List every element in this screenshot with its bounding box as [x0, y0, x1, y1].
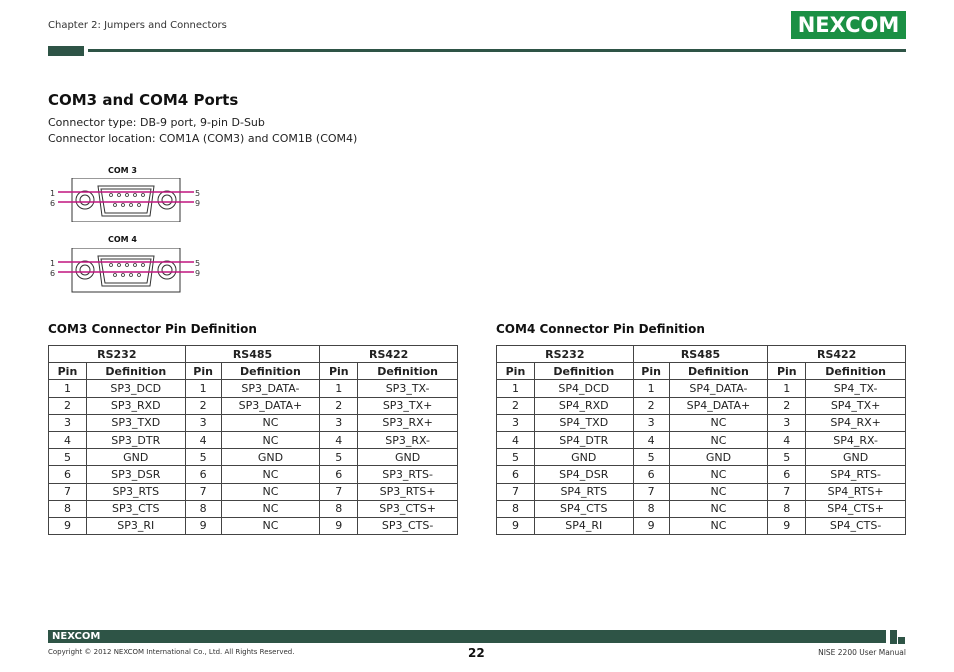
definition-cell: GND	[669, 449, 768, 466]
connector-location: Connector location: COM1A (COM3) and COM1B (COM4)	[48, 132, 358, 145]
header-accent-block	[48, 46, 84, 56]
com3-pin-table	[48, 345, 458, 535]
pin-cell: 9	[320, 517, 358, 534]
table-row	[497, 466, 906, 483]
table-row	[497, 483, 906, 500]
pin-cell: 6	[497, 466, 535, 483]
definition-cell: SP4_CTS+	[806, 500, 906, 517]
definition-cell: SP4_CTS-	[806, 517, 906, 534]
definition-cell: GND	[86, 449, 185, 466]
group-header: RS485	[633, 346, 768, 363]
pin-cell: 5	[768, 449, 806, 466]
definition-cell: SP4_DATA+	[669, 397, 768, 414]
definition-cell: SP3_RXD	[86, 397, 185, 414]
table-row	[497, 431, 906, 448]
pin-cell: 7	[185, 483, 221, 500]
table-row	[49, 397, 458, 414]
column-header: Pin	[633, 363, 669, 380]
definition-cell: SP4_DCD	[534, 380, 633, 397]
com3-pin5-label: 5	[195, 189, 201, 198]
com3-table-title: COM3 Connector Pin Definition	[48, 322, 257, 336]
definition-cell: SP3_DATA+	[221, 397, 320, 414]
com4-connector-diagram	[58, 248, 201, 294]
pin-cell: 5	[185, 449, 221, 466]
footer-square	[890, 630, 897, 637]
com3-connector-diagram	[58, 178, 201, 222]
header-rule	[88, 49, 906, 52]
com3-label: COM 3	[108, 166, 137, 175]
connector-type: Connector type: DB-9 port, 9-pin D-Sub	[48, 116, 265, 129]
pin-cell: 3	[497, 414, 535, 431]
column-header: Definition	[358, 363, 458, 380]
group-header: RS232	[49, 346, 186, 363]
pin-cell: 6	[768, 466, 806, 483]
pin-cell: 5	[633, 449, 669, 466]
pin-cell: 1	[320, 380, 358, 397]
definition-cell: GND	[534, 449, 633, 466]
pin-cell: 9	[49, 517, 87, 534]
pin-cell: 5	[497, 449, 535, 466]
footer-logo: NEXCOM	[52, 631, 101, 642]
definition-cell: SP3_TX-	[358, 380, 458, 397]
definition-cell: SP3_DATA-	[221, 380, 320, 397]
pin-cell: 4	[49, 431, 87, 448]
pin-cell: 9	[185, 517, 221, 534]
com4-pin-table	[496, 345, 906, 535]
pin-cell: 1	[49, 380, 87, 397]
pin-cell: 1	[768, 380, 806, 397]
com4-table-title: COM4 Connector Pin Definition	[496, 322, 705, 336]
definition-cell: SP4_TX+	[806, 397, 906, 414]
pin-cell: 7	[320, 483, 358, 500]
pin-cell: 3	[320, 414, 358, 431]
pin-cell: 3	[49, 414, 87, 431]
table-row	[49, 466, 458, 483]
table-row	[49, 414, 458, 431]
table-row	[497, 500, 906, 517]
manual-name: NISE 2200 User Manual	[818, 648, 906, 657]
pin-cell: 3	[768, 414, 806, 431]
pin-cell: 2	[633, 397, 669, 414]
group-header: RS422	[320, 346, 458, 363]
definition-cell: SP3_CTS-	[358, 517, 458, 534]
pin-cell: 1	[633, 380, 669, 397]
column-header: Definition	[806, 363, 906, 380]
table-row	[497, 517, 906, 534]
copyright-text: Copyright © 2012 NEXCOM International Co., Ltd. All Rights Reserved.	[48, 648, 295, 656]
column-header: Definition	[534, 363, 633, 380]
definition-cell: SP3_RX-	[358, 431, 458, 448]
column-header: Pin	[49, 363, 87, 380]
footer-square	[890, 637, 897, 644]
definition-cell: SP4_RTS	[534, 483, 633, 500]
pin-cell: 8	[185, 500, 221, 517]
table-row	[49, 500, 458, 517]
table-group-header-row	[497, 346, 906, 363]
com4-pin6-label: 6	[50, 269, 56, 278]
definition-cell: NC	[221, 414, 320, 431]
group-header: RS232	[497, 346, 634, 363]
group-header: RS485	[185, 346, 320, 363]
pin-cell: 8	[633, 500, 669, 517]
pin-cell: 9	[633, 517, 669, 534]
definition-cell: SP4_DTR	[534, 431, 633, 448]
pin-cell: 1	[185, 380, 221, 397]
pin-cell: 6	[185, 466, 221, 483]
definition-cell: SP3_RTS	[86, 483, 185, 500]
definition-cell: SP3_DCD	[86, 380, 185, 397]
com4-pin1-label: 1	[50, 259, 56, 268]
pin-cell: 2	[49, 397, 87, 414]
definition-cell: SP4_DATA-	[669, 380, 768, 397]
pin-cell: 7	[768, 483, 806, 500]
pin-cell: 8	[49, 500, 87, 517]
footer-square	[898, 637, 905, 644]
pin-cell: 5	[49, 449, 87, 466]
definition-cell: SP4_RX+	[806, 414, 906, 431]
definition-cell: SP3_RX+	[358, 414, 458, 431]
pin-cell: 6	[633, 466, 669, 483]
definition-cell: SP3_DTR	[86, 431, 185, 448]
chapter-title: Chapter 2: Jumpers and Connectors	[48, 20, 227, 31]
definition-cell: NC	[221, 483, 320, 500]
definition-cell: SP4_RX-	[806, 431, 906, 448]
column-header: Pin	[320, 363, 358, 380]
definition-cell: SP4_RI	[534, 517, 633, 534]
page-number: 22	[468, 646, 485, 660]
pin-cell: 2	[320, 397, 358, 414]
definition-cell: SP3_TX+	[358, 397, 458, 414]
pin-cell: 3	[185, 414, 221, 431]
column-header: Pin	[768, 363, 806, 380]
pin-cell: 4	[320, 431, 358, 448]
table-row	[497, 397, 906, 414]
column-header: Definition	[221, 363, 320, 380]
pin-cell: 4	[185, 431, 221, 448]
table-subheader-row	[497, 363, 906, 380]
pin-cell: 7	[497, 483, 535, 500]
logo-text: NEXCOM	[797, 13, 900, 37]
definition-cell: SP4_DSR	[534, 466, 633, 483]
table-row	[49, 483, 458, 500]
table-row	[497, 414, 906, 431]
table-row	[49, 431, 458, 448]
footer-bar	[48, 630, 886, 643]
column-header: Pin	[497, 363, 535, 380]
com4-pin5-label: 5	[195, 259, 201, 268]
definition-cell: SP3_CTS	[86, 500, 185, 517]
pin-cell: 2	[185, 397, 221, 414]
definition-cell: SP4_RXD	[534, 397, 633, 414]
table-row	[49, 449, 458, 466]
table-subheader-row	[49, 363, 458, 380]
definition-cell: SP3_RTS-	[358, 466, 458, 483]
pin-cell: 3	[633, 414, 669, 431]
column-header: Pin	[185, 363, 221, 380]
definition-cell: NC	[221, 431, 320, 448]
definition-cell: SP4_TXD	[534, 414, 633, 431]
pin-cell: 7	[49, 483, 87, 500]
definition-cell: NC	[221, 517, 320, 534]
definition-cell: NC	[669, 466, 768, 483]
pin-cell: 6	[320, 466, 358, 483]
pin-cell: 4	[633, 431, 669, 448]
table-row	[49, 380, 458, 397]
definition-cell: SP4_CTS	[534, 500, 633, 517]
definition-cell: SP3_RI	[86, 517, 185, 534]
pin-cell: 8	[320, 500, 358, 517]
definition-cell: SP3_TXD	[86, 414, 185, 431]
pin-cell: 7	[633, 483, 669, 500]
group-header: RS422	[768, 346, 906, 363]
pin-cell: 2	[497, 397, 535, 414]
table-row	[49, 517, 458, 534]
pin-cell: 5	[320, 449, 358, 466]
pin-cell: 2	[768, 397, 806, 414]
table-group-header-row	[49, 346, 458, 363]
definition-cell: NC	[669, 431, 768, 448]
column-header: Definition	[86, 363, 185, 380]
definition-cell: SP4_TX-	[806, 380, 906, 397]
com3-pin9-label: 9	[195, 199, 201, 208]
section-title: COM3 and COM4 Ports	[48, 91, 239, 109]
table-row	[497, 380, 906, 397]
pin-cell: 8	[497, 500, 535, 517]
definition-cell: NC	[669, 483, 768, 500]
pin-cell: 6	[49, 466, 87, 483]
column-header: Definition	[669, 363, 768, 380]
pin-cell: 4	[497, 431, 535, 448]
definition-cell: NC	[221, 500, 320, 517]
pin-cell: 9	[497, 517, 535, 534]
definition-cell: GND	[358, 449, 458, 466]
definition-cell: GND	[221, 449, 320, 466]
pin-cell: 9	[768, 517, 806, 534]
definition-cell: NC	[669, 500, 768, 517]
definition-cell: NC	[221, 466, 320, 483]
table-row	[497, 449, 906, 466]
definition-cell: SP3_DSR	[86, 466, 185, 483]
definition-cell: SP3_CTS+	[358, 500, 458, 517]
definition-cell: GND	[806, 449, 906, 466]
pin-cell: 4	[768, 431, 806, 448]
pin-cell: 8	[768, 500, 806, 517]
definition-cell: SP3_RTS+	[358, 483, 458, 500]
definition-cell: SP4_RTS+	[806, 483, 906, 500]
com3-pin6-label: 6	[50, 199, 56, 208]
definition-cell: NC	[669, 517, 768, 534]
definition-cell: NC	[669, 414, 768, 431]
com4-label: COM 4	[108, 235, 137, 244]
nexcom-logo	[791, 11, 906, 39]
pin-cell: 1	[497, 380, 535, 397]
com3-pin1-label: 1	[50, 189, 56, 198]
com4-pin9-label: 9	[195, 269, 201, 278]
definition-cell: SP4_RTS-	[806, 466, 906, 483]
